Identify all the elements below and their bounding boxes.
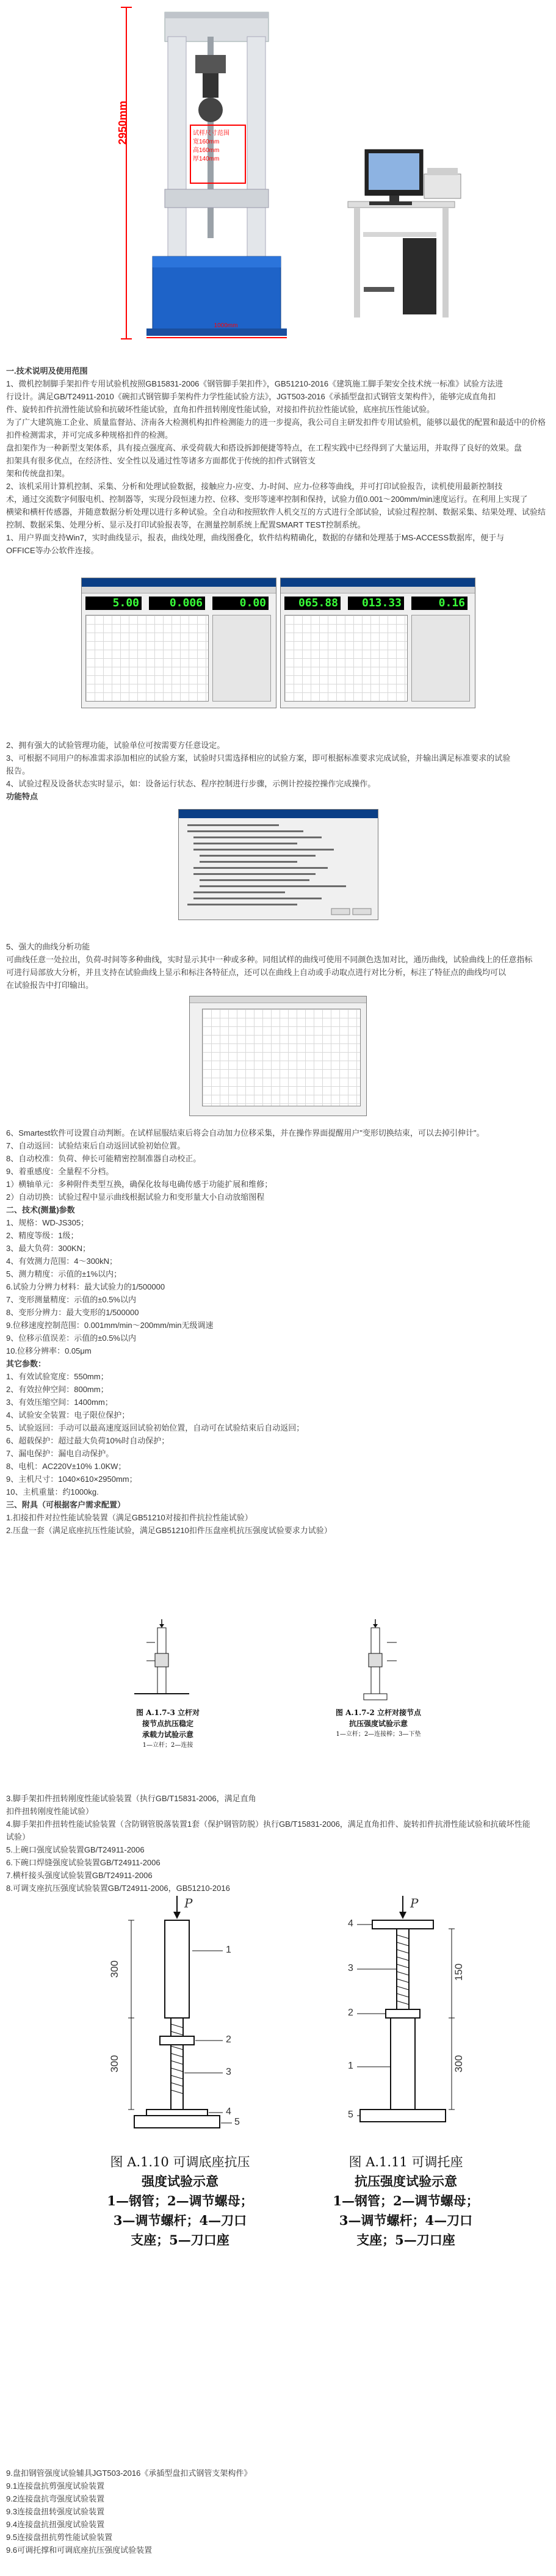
figure-a172: [305, 1618, 446, 1758]
spec-line: 6.试验力分辨力材料：最大试验力的1/500000: [6, 1282, 165, 1291]
intro-line: 为了广大建筑施工企业、质量监督站、济南各大检测机构扣件检测能力的进一步提高，我公司自主研发扣件专用试验机，能够以最优的配置和最适中的价格: [6, 418, 546, 427]
window-titlebar: [179, 810, 378, 818]
caption-line: 图 A.1.10 可调底座抗压: [110, 2155, 250, 2169]
window-toolbar: [190, 996, 366, 1003]
caption-line: 图 A.1.7-3 立杆对: [135, 1708, 200, 1717]
section-intro-title: 一.技术说明及使用范围: [6, 366, 88, 376]
figure-a173: [92, 1618, 232, 1758]
disk-fixture-line: 9.5连接盘扭抗剪性能试验装置: [6, 2533, 113, 2542]
other-line: 3、有效压缩空间：1400mm；: [6, 1398, 113, 1407]
width-dimension-label: 1000mm: [214, 322, 238, 329]
section-intro: [6, 365, 552, 557]
caption-line: 1—钢管；2—调节螺母；: [107, 2193, 253, 2208]
part-num: 5: [234, 2117, 240, 2127]
part-num: 5: [348, 2110, 353, 2120]
caption-line: 3—调节螺杆；4—刀口: [113, 2213, 247, 2228]
dialog-tree-list: [179, 818, 377, 918]
software-screenshot-right: [280, 578, 475, 708]
curve-plot: [85, 615, 209, 702]
part-num: 1: [348, 2061, 353, 2071]
window-titlebar: [82, 578, 276, 587]
figure-a110: [79, 1896, 281, 2250]
caption-line: 图 A.1.11 可调托座: [348, 2155, 463, 2169]
other-line: 5、试验返回：手动可以最高速度返回试验初始位置，自动可在试验结束后自动返回；: [6, 1423, 305, 1432]
part-num: 3: [226, 2067, 231, 2077]
software-line: 1）横轴单元：多种附件类型互换，确保化妆每电确传感于功能扩展和维修；: [6, 1180, 273, 1189]
fixture-line: 3.脚手架扣件扭转刚度性能试验装置（执行GB/T15831-2006，满足直角: [6, 1794, 256, 1803]
intro-line: 2、该机采用计算机控制、采集、分析和处理试验数据，接触应力-应变、力-时间、应力-位移等曲线，并可打印试验报告，读机使用最新控制技: [6, 482, 503, 491]
caption-line: 强度试验示意: [142, 2174, 218, 2189]
intro-line: 术，通过交流数字伺服电机、控制器等，实现分段恒速力控、位移、变形等速率控制和保持，试验力值0.001～200mm/min速度运行。在利用上实现了: [6, 495, 528, 504]
specimen-line-1: 试样尺寸范围: [193, 130, 229, 137]
disk-fixture-line: 9.1连接盘抗剪强度试验装置: [6, 2481, 105, 2491]
spec-title: 二、技术(测量)参数: [6, 1205, 75, 1214]
other-line: 6、超载保护：超过最大负荷10%时自动保护；: [6, 1436, 170, 1445]
spec-line: 9、位移示值误差：示值的±0.5%以内: [6, 1333, 136, 1343]
intro-line: 1、微机控制脚手架扣件专用试验机按照GB15831-2006《钢管脚手架扣件》，GB51210-2016《建筑施工脚手架安全技术统一标准》试验方法进: [6, 379, 504, 388]
readout-deformation: 0.00: [212, 597, 269, 610]
curve-line: 5、强大的曲线分析功能: [6, 942, 90, 951]
spec-line: 3、最大负荷：300KN；: [6, 1244, 90, 1253]
column-joint-diagram: [92, 1618, 232, 1703]
section-management: [6, 739, 552, 803]
parameter-panel: [212, 615, 271, 702]
specimen-line-2: 宽160mm: [193, 139, 220, 145]
disk-fixture-line: 9.3连接盘扭转强度试验装置: [6, 2507, 105, 2516]
accessories-title: 三、附具（可根据客户需求配置）: [6, 1500, 126, 1509]
settings-dialog-screenshot: [178, 809, 378, 920]
spec-line: 1、规格：WD-JS305；: [6, 1218, 89, 1227]
other-line: 1、有效试验宽度：550mm；: [6, 1372, 109, 1381]
curve-grid: [202, 1009, 361, 1106]
readout-force: 065.88: [284, 597, 341, 610]
accessory-line: 1.扣接扣件对拉性能试验装置（满足GB51210对接扣件抗拉性能试验）: [6, 1513, 253, 1522]
specimen-line-3: 高160mm: [193, 147, 220, 154]
window-titlebar: [281, 578, 475, 587]
readout-displacement: 0.006: [149, 597, 205, 610]
fixture-line: 扣件扭转刚度性能试验）: [6, 1807, 94, 1816]
disk-fixture-line: 9.6可调托撑和可调底座抗压强度试验装置: [6, 2545, 153, 2555]
intro-line: 扣件检测需求，并可完成多种规格扣件的检测。: [6, 430, 173, 440]
spec-line: 10.位移分辨率：0.05μm: [6, 1346, 92, 1355]
caption-line: 支座；5—刀口座: [356, 2232, 455, 2248]
fixture-line: 6.下碗口焊缝强度试验装置GB/T24911-2006: [6, 1858, 161, 1867]
intro-line: OFFICE等办公软件连接。: [6, 546, 99, 555]
section-curve-analysis: [6, 940, 552, 992]
part-num: 4: [226, 2106, 231, 2117]
software-line: 7、自动返回：试验结束后自动返回试验初始位置。: [6, 1141, 186, 1150]
readout-force: 5.00: [85, 597, 142, 610]
intro-line: 扣架具有很多优点，在经济性、安全性以及通过性等诸多方面都优于传统的扣件式钢管支: [6, 456, 316, 465]
intro-line: 横梁和横杆传感器，并随意数据分析处理以进行多种试验。全自动和按照软件人机交互的方式进行全部试验，试验过程控制、数据采集、结果处理、试验结: [6, 507, 546, 517]
window-toolbar: [82, 587, 276, 593]
part-num: 2: [226, 2034, 231, 2045]
curve-plot: [284, 615, 408, 702]
software-line: 6、Smartest软件可设置自动判断。在试样屈服结束后将会自动加力位移采集，并在操作界面提醒用户"变形切换结束，可以去掉引伸计"。: [6, 1128, 485, 1137]
curve-line: 在试验报告中打印输出。: [6, 981, 94, 990]
dim-300-label: 300: [453, 2055, 464, 2073]
other-params-title: 其它参数：: [6, 1359, 46, 1368]
disk-fixture-line: 9.4连接盘抗扭强度试验装置: [6, 2520, 105, 2529]
intro-line: 架和传统盘扣架。: [6, 469, 70, 478]
part-num: 4: [348, 1918, 353, 1929]
part-num: 3: [348, 1963, 353, 1973]
management-line: 2、拥有强大的试验管理功能，试验单位可按需要方任意设定。: [6, 741, 225, 750]
disk-fixture-line: 9.2连接盘抗弯强度试验装置: [6, 2494, 105, 2503]
curve-window-screenshot: [189, 996, 367, 1116]
intro-line: 控制、数据采集、处理分析、显示及打印试验报表等，在测量控制系统上配置SMART TEST控制系统。: [6, 520, 366, 529]
caption-line: 3—调节螺杆；4—刀口: [339, 2213, 473, 2228]
caption-line: 抗压强度试验示意: [348, 1719, 408, 1728]
specimen-box-label: [193, 129, 245, 164]
machine-photo: [92, 0, 464, 342]
curve-line: 可曲线任意一处拉出，负荷-时间等多种曲线，实时显示其中一种或多种。同组试样的曲线可使用不同颜色迭加对比，通历曲线，试验曲线上的任意指标: [6, 955, 533, 964]
caption-line: 接节点抗压稳定: [142, 1719, 193, 1728]
curve-line: 可进行局部放大分析，并且支持在试验曲线上显示和标注各特征点，还可以在曲线上自动或手动取点进行对比分析，标注了特征点的曲线均可以: [6, 968, 507, 977]
machine-illustration: [92, 0, 464, 342]
spec-line: 9.位移速度控制范围：0.001mm/min～200mm/min无级调速: [6, 1321, 214, 1330]
other-line: 2、有效拉伸空间：800mm；: [6, 1385, 109, 1394]
fixture-line: 5.上碗口强度试验装置GB/T24911-2006: [6, 1845, 145, 1854]
section-disk-fixtures: [6, 2467, 552, 2556]
fig-a172-caption: [317, 1707, 439, 1740]
specimen-line-4: 厚140mm: [193, 156, 220, 162]
fixture-line: 4.脚手架扣件扭转性能试验装置（含防钢管脱落装置1套（保护钢管防脱）执行GB/T15831-2006，满足直角扣件、旋转扣件抗滑性能试验和抗破坏性能: [6, 1820, 530, 1829]
software-screenshot-left: [81, 578, 276, 708]
spec-line: 7、变形测量精度：示值的±0.5%以内: [6, 1295, 136, 1304]
dim-300-label: 300: [109, 1960, 120, 1978]
software-line: 9、着重感度：全量程不分档。: [6, 1167, 114, 1176]
section-fixtures: [6, 1792, 552, 1895]
intro-line: 盘扣架作为一种新型支架体系，具有接点强度高、承受荷载大和搭设拆卸便捷等特点，在工程实践中已经得到了大量运用，并取得了良好的效果。盘: [6, 443, 522, 452]
caption-line: 1—立杆；2—连接: [142, 1742, 193, 1749]
readout-deformation: 0.16: [411, 597, 468, 610]
fixture-line: 8.可调支座抗压强度试验装置GB/T24911-2006，GB51210-2016: [6, 1884, 230, 1893]
p-load-label: P: [184, 1896, 193, 1910]
features-title: 功能特点: [6, 792, 38, 801]
spec-line: 2、精度等级：1级；: [6, 1231, 79, 1240]
caption-line: 承载力试验示意: [142, 1730, 193, 1739]
section-software-specs: [6, 1127, 552, 1537]
software-line: 2）自动切换：试验过程中显示曲线根据试验力和变形量大小自动放缩图程: [6, 1192, 265, 1202]
readout-displacement: 013.33: [348, 597, 404, 610]
other-line: 9、主机尺寸：1040×610×2950mm；: [6, 1475, 137, 1484]
dim-150-label: 150: [453, 1963, 464, 1981]
window-toolbar: [281, 587, 475, 593]
dim-300-label-2: 300: [109, 2055, 120, 2073]
adjustable-base-diagram: [79, 1896, 281, 2146]
fig-a173-caption: [116, 1707, 220, 1751]
other-line: 10、主机重量：约1000kg.: [6, 1487, 99, 1497]
intro-line: 1、用户界面支持Win7，实时曲线显示，报表，曲线处理，曲线图叠化，软件结构精确化，数据的存储和处理基于MS-ACCESS数据库，便于与: [6, 533, 505, 542]
management-line: 报告。: [6, 766, 31, 775]
adjustable-top-support-diagram: [305, 1896, 507, 2146]
figure-a111: [305, 1896, 507, 2250]
spec-line: 5、测力精度：示值的±1%以内；: [6, 1269, 122, 1279]
intro-line: 行设计。满足GB/T24911-2010《碗扣式钢管脚手架构件力学性能试验方法》，JGT503-2016《承插型盘扣式钢管支架构件》，能够完成直角扣: [6, 392, 496, 401]
fig-a111-caption: [305, 2152, 507, 2250]
caption-line: 1—钢管；2—调节螺母；: [333, 2193, 479, 2208]
other-line: 8、电机：AC220V±10% 1.0KW；: [6, 1462, 126, 1471]
intro-line: 件、旋转扣件抗滑性能试验和抗破坏性能试验，直角扣件扭转刚度性能试验，对接扣件抗拉性能试验，底座抗压性能试验。: [6, 405, 435, 414]
caption-line: 1—立杆；2—连接棒；3—下垫: [336, 1731, 421, 1738]
part-num: 1: [226, 1945, 231, 1955]
fixture-line: 7.横杆接头强度试验装置GB/T24911-2006: [6, 1871, 153, 1880]
accessory-line: 2.压盘一套（满足底座抗压性能试验，满足GB51210扣件压盘座机抗压强度试验要求力试验）: [6, 1526, 332, 1535]
fixture-line: 试验）: [6, 1832, 31, 1841]
management-line: 4、试验过程及设备状态实时显示，如：设备运行状态、程序控制进行步骤，示例计控接控操作完成操作。: [6, 779, 376, 788]
disk-fixture-line: 9.盘扣钢管强度试验辅具JGT503-2016《承插型盘扣式钢管支架构件》: [6, 2469, 252, 2478]
parameter-panel: [411, 615, 470, 702]
caption-line: 抗压强度试验示意: [355, 2174, 457, 2189]
spec-line: 8、变形分辨力：最大变形的1/500000: [6, 1308, 139, 1317]
software-line: 8、自动校准：负荷、伸长可能精密控制准器自动校正。: [6, 1154, 201, 1163]
other-line: 4、试验安全装置：电子限位保护；: [6, 1410, 130, 1420]
part-num: 2: [348, 2008, 353, 2018]
height-dimension-label: 2950mm: [117, 100, 129, 145]
caption-line: 图 A.1.7-2 立杆对接节点: [335, 1708, 422, 1717]
p-load-label: P: [410, 1896, 419, 1910]
caption-line: 支座；5—刀口座: [131, 2232, 229, 2248]
fig-a110-caption: [79, 2152, 281, 2250]
other-line: 7、漏电保护：漏电自动保护。: [6, 1449, 114, 1458]
management-line: 3、可根据不同用户的标准需求添加相应的试验方案，试验时只需选择相应的试验方案，即可根据标准要求完成试验，并输出满足标准要求的试验: [6, 753, 511, 763]
column-joint-strength-diagram: [305, 1618, 446, 1703]
spec-line: 4、有效测力范围：4～300kN；: [6, 1257, 118, 1266]
